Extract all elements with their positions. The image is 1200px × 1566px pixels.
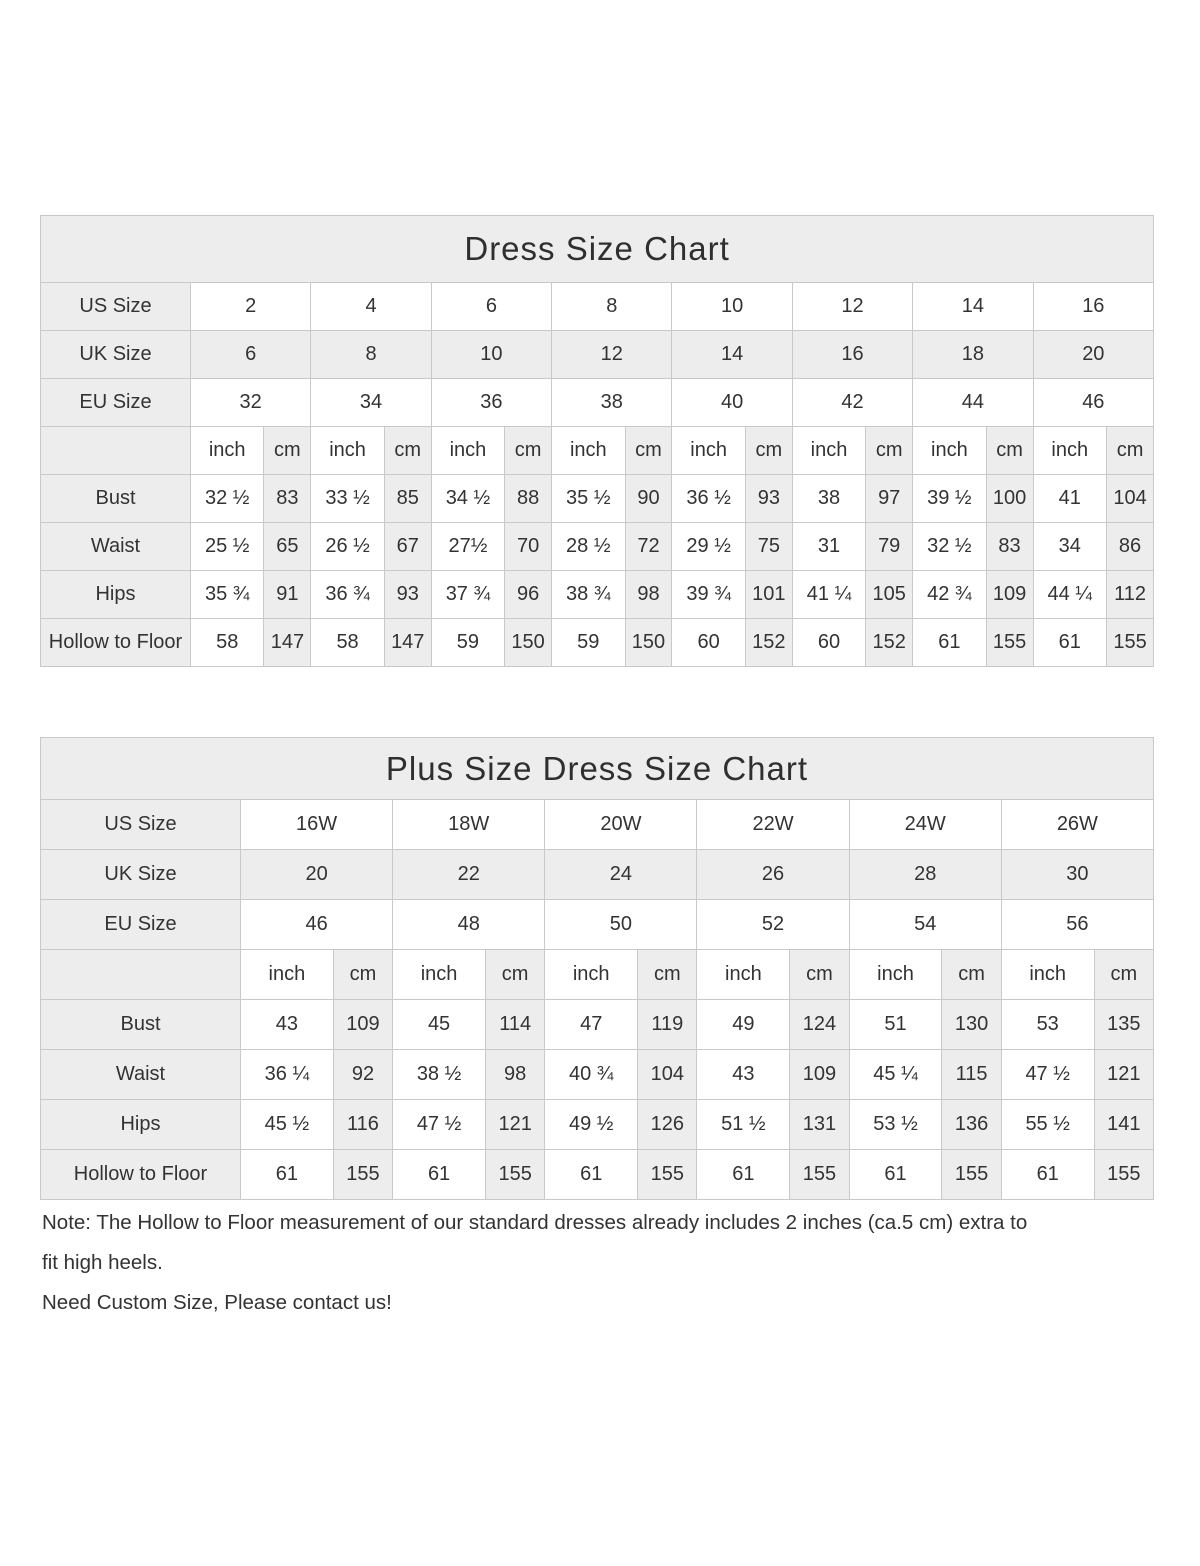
dress-size-chart-table — [40, 215, 1154, 667]
unit-inch-header: inch — [672, 427, 745, 475]
size-value-cell: 26W — [1001, 800, 1153, 850]
measure-cm-cell: 155 — [333, 1150, 392, 1200]
measure-cm-cell: 112 — [1106, 571, 1153, 619]
measure-cm-cell: 147 — [264, 619, 311, 667]
size-value-cell: 20W — [545, 800, 697, 850]
measure-cm-cell: 109 — [333, 1000, 392, 1050]
measure-inch-cell: 58 — [191, 619, 264, 667]
size-value-cell: 6 — [431, 283, 551, 331]
size-value-cell: 22W — [697, 800, 849, 850]
measure-inch-cell: 49 — [697, 1000, 790, 1050]
size-value-cell: 10 — [672, 283, 792, 331]
note-line: fit high heels. — [42, 1251, 163, 1274]
unit-cm-header: cm — [625, 427, 672, 475]
measure-cm-cell: 150 — [625, 619, 672, 667]
unit-cm-header: cm — [1106, 427, 1153, 475]
size-value-cell: 32 — [191, 379, 311, 427]
measure-cm-cell: 130 — [942, 1000, 1001, 1050]
measure-inch-cell: 34 — [1033, 523, 1106, 571]
measure-cm-cell: 155 — [1094, 1150, 1153, 1200]
measure-cm-cell: 65 — [264, 523, 311, 571]
measure-inch-cell: 61 — [241, 1150, 334, 1200]
size-value-cell: 20 — [241, 850, 393, 900]
size-value-cell: 48 — [393, 900, 545, 950]
measure-cm-cell: 98 — [625, 571, 672, 619]
measure-inch-cell: 38 — [792, 475, 865, 523]
unit-inch-header: inch — [191, 427, 264, 475]
unit-cm-header: cm — [942, 950, 1001, 1000]
unit-inch-header: inch — [311, 427, 384, 475]
measure-cm-cell: 155 — [942, 1150, 1001, 1200]
size-value-cell: 12 — [792, 283, 912, 331]
measure-cm-cell: 155 — [1106, 619, 1153, 667]
size-row-label: US Size — [41, 283, 191, 331]
size-value-cell: 50 — [545, 900, 697, 950]
measure-cm-cell: 136 — [942, 1100, 1001, 1150]
measure-cm-cell: 96 — [505, 571, 552, 619]
measure-inch-cell: 42 ¾ — [913, 571, 986, 619]
measure-inch-cell: 55 ½ — [1001, 1100, 1094, 1150]
measure-inch-cell: 61 — [913, 619, 986, 667]
measure-row-label: Waist — [41, 523, 191, 571]
measure-cm-cell: 67 — [384, 523, 431, 571]
size-value-cell: 42 — [792, 379, 912, 427]
measure-cm-cell: 85 — [384, 475, 431, 523]
size-value-cell: 40 — [672, 379, 792, 427]
size-value-cell: 28 — [849, 850, 1001, 900]
measure-inch-cell: 60 — [672, 619, 745, 667]
measure-inch-cell: 27½ — [431, 523, 504, 571]
measure-inch-cell: 33 ½ — [311, 475, 384, 523]
measure-cm-cell: 91 — [264, 571, 311, 619]
unit-inch-header: inch — [697, 950, 790, 1000]
measure-inch-cell: 39 ½ — [913, 475, 986, 523]
measure-inch-cell: 35 ½ — [552, 475, 625, 523]
measure-cm-cell: 115 — [942, 1050, 1001, 1100]
measure-cm-cell: 98 — [485, 1050, 544, 1100]
measure-cm-cell: 93 — [384, 571, 431, 619]
unit-cm-header: cm — [745, 427, 792, 475]
measure-inch-cell: 38 ¾ — [552, 571, 625, 619]
measure-inch-cell: 41 ¼ — [792, 571, 865, 619]
measure-cm-cell: 147 — [384, 619, 431, 667]
size-value-cell: 10 — [431, 331, 551, 379]
unit-cm-header: cm — [384, 427, 431, 475]
unit-inch-header: inch — [431, 427, 504, 475]
measure-cm-cell: 83 — [986, 523, 1033, 571]
measure-row-label: Hips — [41, 571, 191, 619]
measure-inch-cell: 59 — [552, 619, 625, 667]
measure-cm-cell: 75 — [745, 523, 792, 571]
measure-cm-cell: 152 — [745, 619, 792, 667]
unit-inch-header: inch — [545, 950, 638, 1000]
measure-inch-cell: 61 — [545, 1150, 638, 1200]
size-value-cell: 26 — [697, 850, 849, 900]
size-value-cell: 8 — [311, 331, 431, 379]
unit-cm-header: cm — [333, 950, 392, 1000]
measure-cm-cell: 72 — [625, 523, 672, 571]
chart-title: Dress Size Chart — [41, 216, 1154, 283]
size-value-cell: 46 — [1033, 379, 1154, 427]
measure-inch-cell: 29 ½ — [672, 523, 745, 571]
measure-inch-cell: 61 — [697, 1150, 790, 1200]
size-value-cell: 16 — [792, 331, 912, 379]
measure-inch-cell: 47 ½ — [1001, 1050, 1094, 1100]
unit-cm-header: cm — [986, 427, 1033, 475]
notes-block — [42, 1203, 1158, 1323]
measure-cm-cell: 97 — [866, 475, 913, 523]
measure-cm-cell: 105 — [866, 571, 913, 619]
size-value-cell: 38 — [552, 379, 672, 427]
measure-cm-cell: 109 — [790, 1050, 849, 1100]
plus-size-dress-chart-table — [40, 737, 1154, 1200]
size-row-label: UK Size — [41, 331, 191, 379]
unit-inch-header: inch — [849, 950, 942, 1000]
measure-cm-cell: 90 — [625, 475, 672, 523]
measure-inch-cell: 39 ¾ — [672, 571, 745, 619]
size-value-cell: 20 — [1033, 331, 1154, 379]
size-value-cell: 18 — [913, 331, 1033, 379]
measure-inch-cell: 59 — [431, 619, 504, 667]
chart-title: Plus Size Dress Size Chart — [41, 738, 1154, 800]
measure-inch-cell: 61 — [849, 1150, 942, 1200]
measure-inch-cell: 41 — [1033, 475, 1106, 523]
size-row-label: US Size — [41, 800, 241, 850]
measure-cm-cell: 126 — [638, 1100, 697, 1150]
size-value-cell: 36 — [431, 379, 551, 427]
measure-inch-cell: 51 — [849, 1000, 942, 1050]
measure-inch-cell: 44 ¼ — [1033, 571, 1106, 619]
unit-inch-header: inch — [552, 427, 625, 475]
size-value-cell: 24 — [545, 850, 697, 900]
unit-cm-header: cm — [1094, 950, 1153, 1000]
measure-cm-cell: 119 — [638, 1000, 697, 1050]
measure-inch-cell: 43 — [241, 1000, 334, 1050]
measure-cm-cell: 70 — [505, 523, 552, 571]
measure-inch-cell: 34 ½ — [431, 475, 504, 523]
measure-inch-cell: 37 ¾ — [431, 571, 504, 619]
unit-inch-header: inch — [393, 950, 486, 1000]
measure-cm-cell: 92 — [333, 1050, 392, 1100]
size-row-label: EU Size — [41, 379, 191, 427]
measure-cm-cell: 131 — [790, 1100, 849, 1150]
measure-inch-cell: 32 ½ — [191, 475, 264, 523]
unit-cm-header: cm — [866, 427, 913, 475]
measure-cm-cell: 100 — [986, 475, 1033, 523]
unit-cm-header: cm — [264, 427, 311, 475]
measure-inch-cell: 45 — [393, 1000, 486, 1050]
measure-inch-cell: 43 — [697, 1050, 790, 1100]
measure-inch-cell: 28 ½ — [552, 523, 625, 571]
measure-cm-cell: 88 — [505, 475, 552, 523]
measure-cm-cell: 155 — [638, 1150, 697, 1200]
measure-inch-cell: 61 — [1001, 1150, 1094, 1200]
size-value-cell: 54 — [849, 900, 1001, 950]
size-value-cell: 16 — [1033, 283, 1154, 331]
measure-inch-cell: 36 ¼ — [241, 1050, 334, 1100]
unit-inch-header: inch — [1033, 427, 1106, 475]
measure-cm-cell: 155 — [986, 619, 1033, 667]
measure-inch-cell: 25 ½ — [191, 523, 264, 571]
measure-cm-cell: 79 — [866, 523, 913, 571]
measure-cm-cell: 116 — [333, 1100, 392, 1150]
unit-inch-header: inch — [1001, 950, 1094, 1000]
measure-cm-cell: 135 — [1094, 1000, 1153, 1050]
unit-row-corner — [41, 950, 241, 1000]
size-value-cell: 4 — [311, 283, 431, 331]
measure-cm-cell: 101 — [745, 571, 792, 619]
measure-inch-cell: 36 ½ — [672, 475, 745, 523]
measure-inch-cell: 61 — [1033, 619, 1106, 667]
note-line: Note: The Hollow to Floor measurement of our standard dresses already includes 2 inches (ca.5 cm) extra to — [42, 1211, 1028, 1234]
size-value-cell: 18W — [393, 800, 545, 850]
measure-cm-cell: 93 — [745, 475, 792, 523]
measure-inch-cell: 53 ½ — [849, 1100, 942, 1150]
measure-cm-cell: 150 — [505, 619, 552, 667]
measure-inch-cell: 31 — [792, 523, 865, 571]
unit-cm-header: cm — [638, 950, 697, 1000]
measure-cm-cell: 121 — [1094, 1050, 1153, 1100]
measure-cm-cell: 155 — [485, 1150, 544, 1200]
measure-inch-cell: 49 ½ — [545, 1100, 638, 1150]
measure-inch-cell: 60 — [792, 619, 865, 667]
measure-inch-cell: 36 ¾ — [311, 571, 384, 619]
measure-inch-cell: 45 ¼ — [849, 1050, 942, 1100]
size-value-cell: 30 — [1001, 850, 1153, 900]
size-value-cell: 52 — [697, 900, 849, 950]
measure-row-label: Hollow to Floor — [41, 619, 191, 667]
measure-inch-cell: 51 ½ — [697, 1100, 790, 1150]
measure-inch-cell: 61 — [393, 1150, 486, 1200]
measure-row-label: Hips — [41, 1100, 241, 1150]
measure-inch-cell: 32 ½ — [913, 523, 986, 571]
size-value-cell: 2 — [191, 283, 311, 331]
measure-inch-cell: 58 — [311, 619, 384, 667]
measure-cm-cell: 152 — [866, 619, 913, 667]
measure-cm-cell: 86 — [1106, 523, 1153, 571]
size-value-cell: 14 — [913, 283, 1033, 331]
measure-cm-cell: 141 — [1094, 1100, 1153, 1150]
size-value-cell: 44 — [913, 379, 1033, 427]
unit-inch-header: inch — [792, 427, 865, 475]
size-value-cell: 16W — [241, 800, 393, 850]
size-value-cell: 8 — [552, 283, 672, 331]
size-value-cell: 14 — [672, 331, 792, 379]
size-value-cell: 22 — [393, 850, 545, 900]
measure-row-label: Bust — [41, 475, 191, 523]
measure-cm-cell: 114 — [485, 1000, 544, 1050]
measure-inch-cell: 26 ½ — [311, 523, 384, 571]
measure-inch-cell: 47 ½ — [393, 1100, 486, 1150]
measure-row-label: Waist — [41, 1050, 241, 1100]
size-value-cell: 24W — [849, 800, 1001, 850]
unit-inch-header: inch — [913, 427, 986, 475]
size-value-cell: 56 — [1001, 900, 1153, 950]
note-line: Need Custom Size, Please contact us! — [42, 1291, 392, 1314]
size-value-cell: 46 — [241, 900, 393, 950]
unit-row-corner — [41, 427, 191, 475]
unit-cm-header: cm — [790, 950, 849, 1000]
unit-cm-header: cm — [485, 950, 544, 1000]
measure-row-label: Bust — [41, 1000, 241, 1050]
size-value-cell: 12 — [552, 331, 672, 379]
measure-inch-cell: 38 ½ — [393, 1050, 486, 1100]
unit-cm-header: cm — [505, 427, 552, 475]
measure-row-label: Hollow to Floor — [41, 1150, 241, 1200]
measure-cm-cell: 109 — [986, 571, 1033, 619]
measure-inch-cell: 53 — [1001, 1000, 1094, 1050]
measure-cm-cell: 124 — [790, 1000, 849, 1050]
measure-cm-cell: 104 — [1106, 475, 1153, 523]
size-row-label: EU Size — [41, 900, 241, 950]
measure-cm-cell: 83 — [264, 475, 311, 523]
measure-cm-cell: 155 — [790, 1150, 849, 1200]
measure-inch-cell: 45 ½ — [241, 1100, 334, 1150]
measure-cm-cell: 121 — [485, 1100, 544, 1150]
size-value-cell: 34 — [311, 379, 431, 427]
unit-inch-header: inch — [241, 950, 334, 1000]
size-value-cell: 6 — [191, 331, 311, 379]
measure-inch-cell: 35 ¾ — [191, 571, 264, 619]
measure-cm-cell: 104 — [638, 1050, 697, 1100]
measure-inch-cell: 40 ¾ — [545, 1050, 638, 1100]
measure-inch-cell: 47 — [545, 1000, 638, 1050]
size-row-label: UK Size — [41, 850, 241, 900]
